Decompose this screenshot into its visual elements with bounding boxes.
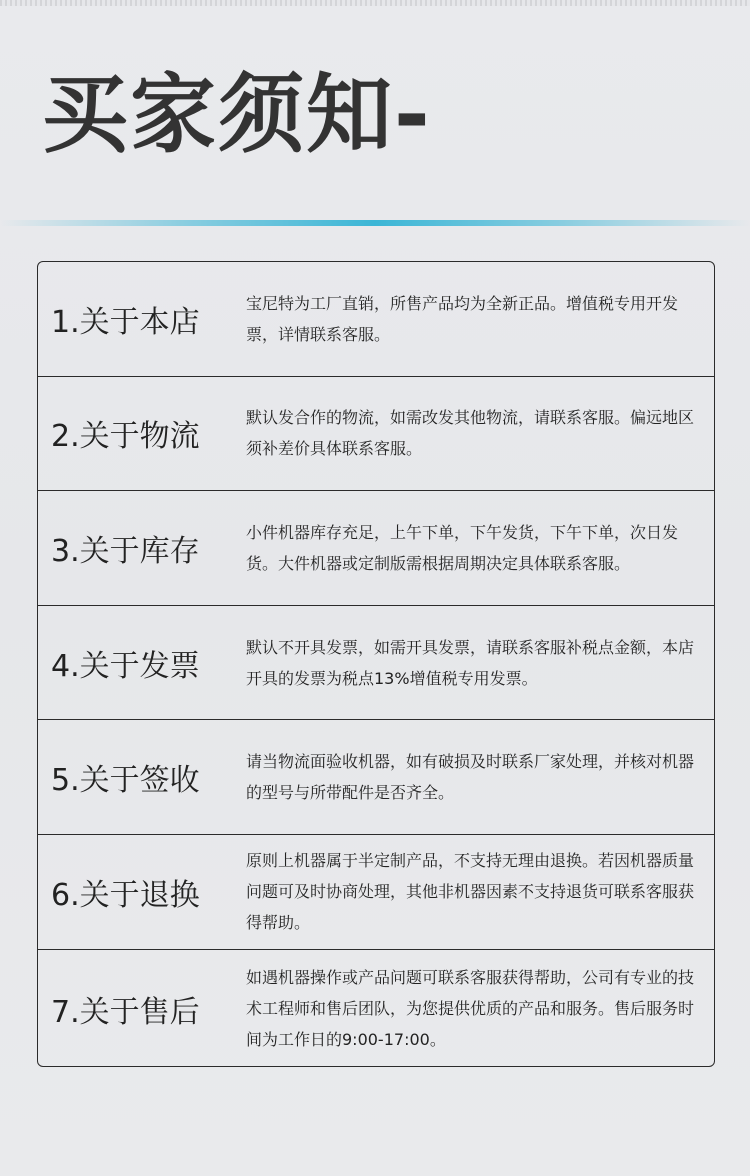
notice-label: 2.关于物流 bbox=[51, 419, 200, 455]
title-divider bbox=[0, 220, 750, 226]
notice-row bbox=[38, 720, 714, 835]
notice-row bbox=[38, 491, 714, 606]
notice-text: 宝尼特为工厂直销，所售产品均为全新正品。增值税专用开发票，详情联系客服。 bbox=[246, 293, 679, 344]
page-title: 买家须知- bbox=[42, 65, 432, 165]
notice-row bbox=[38, 835, 714, 950]
notice-label: 5.关于签收 bbox=[51, 763, 200, 799]
notice-label: 7.关于售后 bbox=[51, 994, 200, 1030]
notice-label: 3.关于库存 bbox=[51, 533, 200, 569]
notice-row bbox=[38, 950, 714, 1067]
notice-text: 默认不开具发票，如需开具发票，请联系客服补税点金额，本店开具的发票为税点13%增值税专用发票。 bbox=[246, 637, 695, 688]
notice-text: 如遇机器操作或产品问题可联系客服获得帮助，公司有专业的技术工程师和售后团队，为您提供优质的产品和服务。售后服务时间为工作日的9:00-17:00。 bbox=[246, 968, 695, 1050]
notice-table bbox=[37, 261, 715, 1067]
notice-label: 6.关于退换 bbox=[51, 877, 200, 913]
notice-label: 1.关于本店 bbox=[51, 304, 200, 340]
notice-text: 原则上机器属于半定制产品，不支持无理由退换。若因机器质量问题可及时协商处理，其他非机器因素不支持退货可联系客服获得帮助。 bbox=[246, 851, 695, 933]
notice-row bbox=[38, 262, 714, 377]
top-texture bbox=[0, 0, 750, 6]
notice-text: 请当物流面验收机器，如有破损及时联系厂家处理，并核对机器的型号与所带配件是否齐全。 bbox=[246, 752, 695, 803]
notice-text: 小件机器库存充足，上午下单，下午发货，下午下单，次日发货。大件机器或定制版需根据周期决定具体联系客服。 bbox=[246, 522, 679, 573]
notice-row bbox=[38, 377, 714, 492]
notice-text: 默认发合作的物流，如需改发其他物流，请联系客服。偏远地区须补差价具体联系客服。 bbox=[246, 408, 695, 459]
notice-label: 4.关于发票 bbox=[51, 648, 200, 684]
notice-row bbox=[38, 606, 714, 721]
